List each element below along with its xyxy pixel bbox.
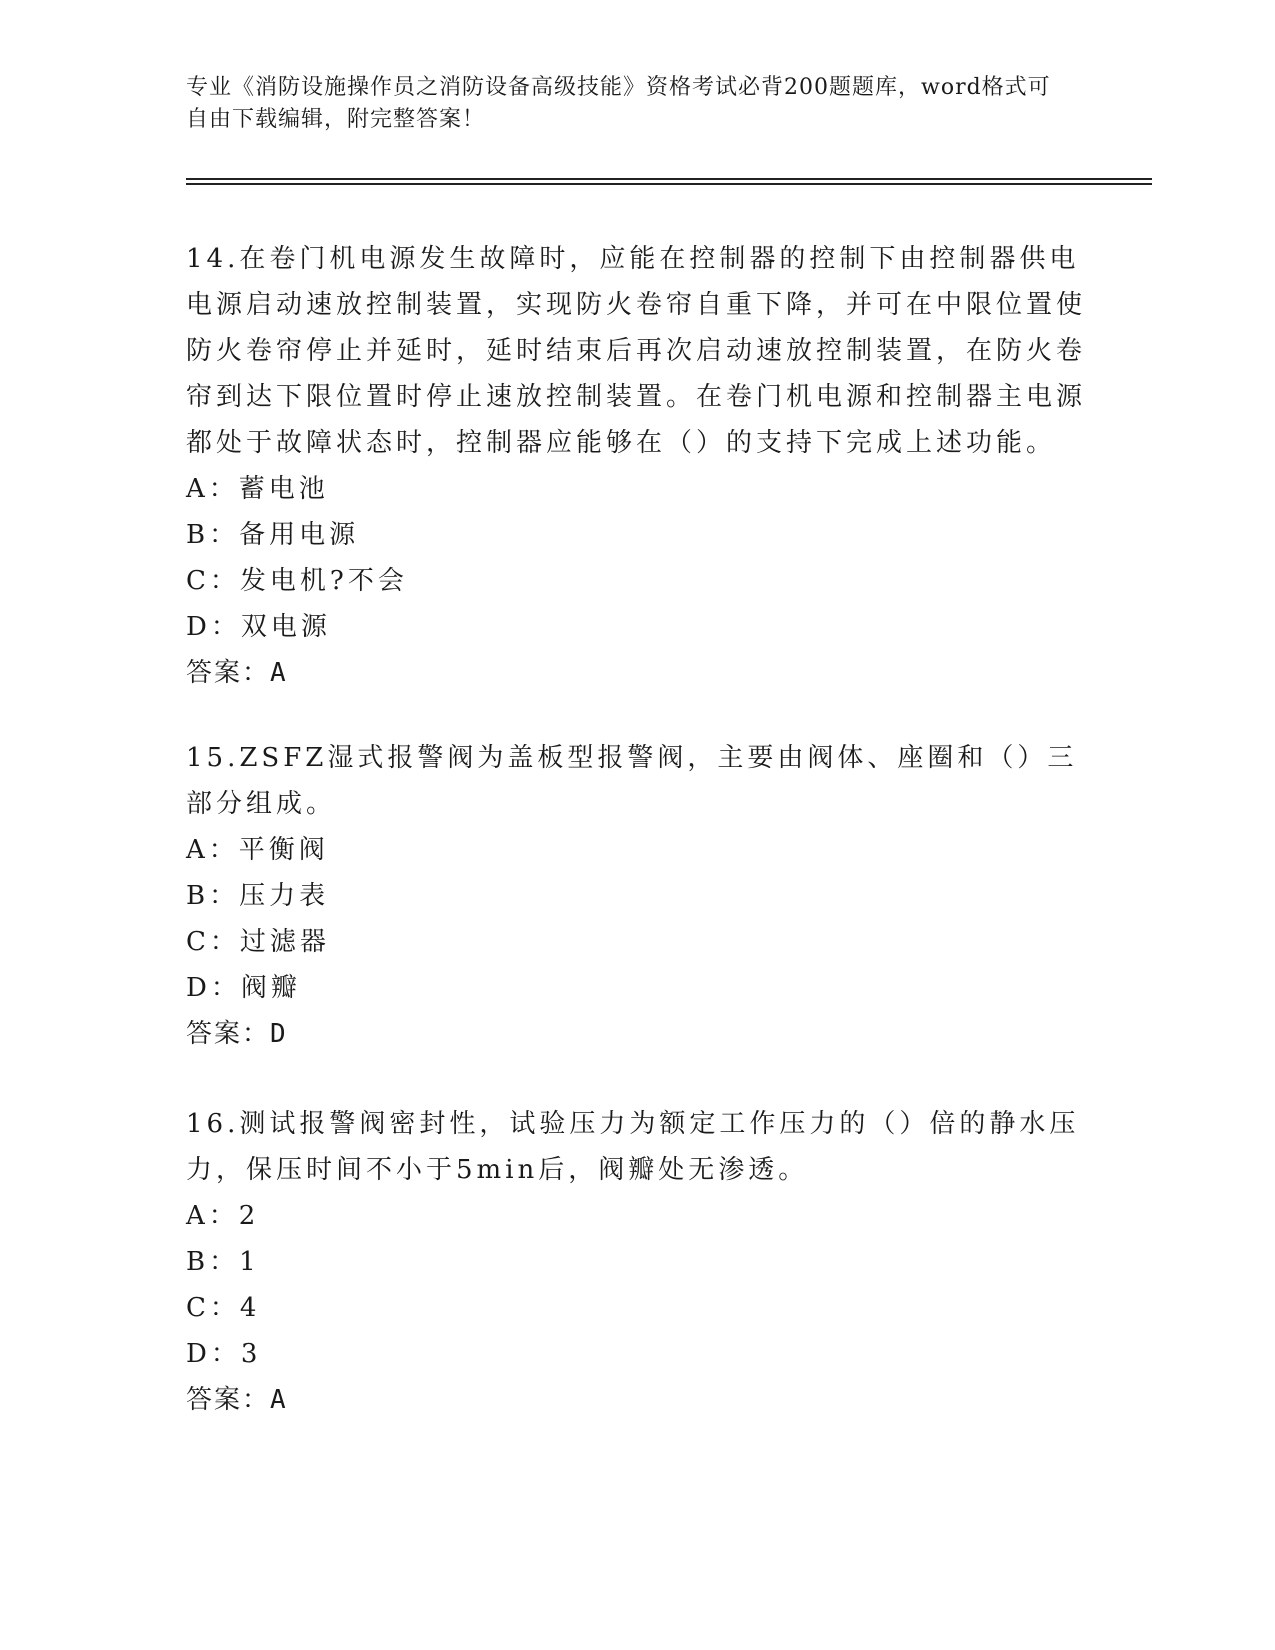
option-b: B：压力表 (186, 881, 330, 911)
option-a: A：平衡阀 (186, 835, 329, 865)
header-divider-top (186, 178, 1152, 180)
option-c: C：发电机?不会 (186, 566, 408, 596)
answer: 答案：A (186, 1385, 288, 1415)
document-intro: 专业《消防设施操作员之消防设备高级技能》资格考试必背200题题库，word格式可自由下载编辑，附完整答案！ (186, 75, 1051, 132)
option-b: B：1 (186, 1247, 260, 1277)
option-d: D：阀瓣 (186, 973, 301, 1003)
question-14 (186, 236, 1086, 696)
option-c: C：过滤器 (186, 927, 330, 957)
option-a: A：2 (186, 1201, 260, 1231)
option-d: D：双电源 (186, 612, 331, 642)
answer: 答案：A (186, 658, 288, 688)
question-16 (186, 1101, 1086, 1423)
header-divider-bottom (186, 183, 1152, 185)
option-d: D：3 (186, 1339, 262, 1369)
question-stem: 14.在卷门机电源发生故障时，应能在控制器的控制下由控制器供电电源启动速放控制装置，实现防火卷帘自重下降，并可在中限位置使防火卷帘停止并延时，延时结束后再次启动速放控制装置，在防火卷帘到达下限位置时停止速放控制装置。在卷门机电源和控制器主电源都处于故障状态时，控制器应能够在（）的支持下完成上述功能。 (186, 244, 1087, 458)
question-stem: 15.ZSFZ湿式报警阀为盖板型报警阀，主要由阀体、座圈和（）三部分组成。 (186, 743, 1078, 819)
option-b: B：备用电源 (186, 520, 360, 550)
question-15 (186, 735, 1086, 1057)
option-a: A：蓄电池 (186, 474, 329, 504)
answer: 答案：D (186, 1019, 288, 1049)
question-stem: 16.测试报警阀密封性，试验压力为额定工作压力的（）倍的静水压力，保压时间不小于5min后，阀瓣处无渗透。 (186, 1109, 1080, 1185)
option-c: C：4 (186, 1293, 261, 1323)
